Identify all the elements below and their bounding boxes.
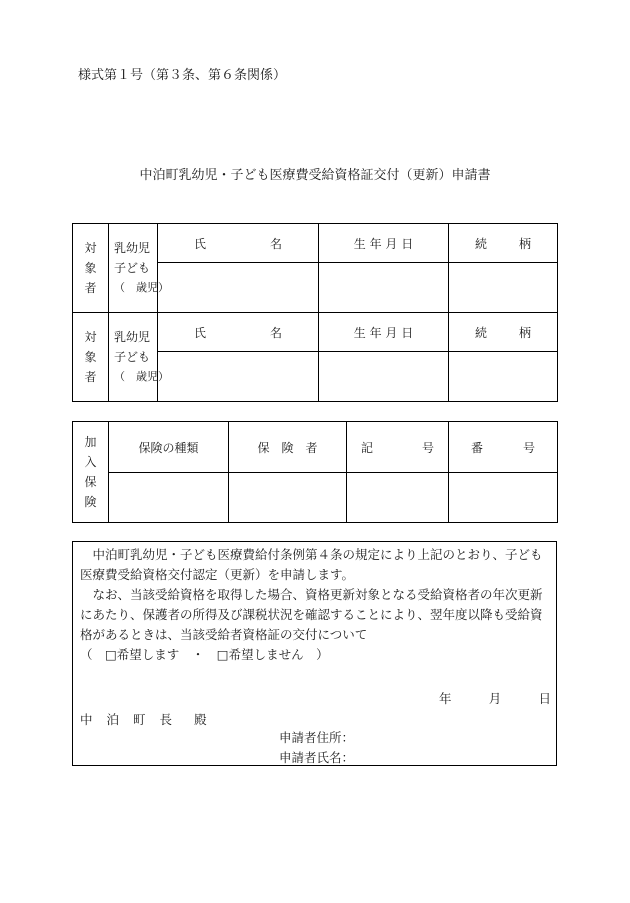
declaration-box xyxy=(72,541,557,766)
birthdate-header: 生 年 月 日 xyxy=(319,224,449,263)
insurance-table xyxy=(72,421,558,523)
number-header: 番 号 xyxy=(449,422,558,473)
declaration-paragraph-1: 中泊町乳幼児・子ども医療費給付条例第４条の規定により上記のとおり、子ども医療費受給資格交付認定（更新）を申請します。 xyxy=(80,547,543,582)
name-header: 氏 名 xyxy=(158,224,319,263)
relation-field[interactable] xyxy=(449,263,558,313)
applicant-address-label: 申請者住所： xyxy=(279,730,355,745)
wish-choice[interactable]: （ □希望します ・ □希望しません ） xyxy=(80,647,329,662)
insurance-label: 加 入 保 険 xyxy=(73,422,109,523)
birthdate-header: 生 年 月 日 xyxy=(319,313,449,352)
relation-header: 続 柄 xyxy=(449,313,558,352)
insurer-header: 保 険 者 xyxy=(229,422,347,473)
subject-label: 対 象 者 xyxy=(73,224,109,313)
name-field[interactable] xyxy=(158,263,319,313)
birthdate-field[interactable] xyxy=(319,263,449,313)
declaration-paragraph-2: なお、当該受給資格を取得した場合、資格更新対象となる受給資格者の年次更新にあたり、保護者の所得及び課税状況を確認することにより、翌年度以降も受給資格があるときは、当該受給者資格証の交付について xyxy=(80,587,543,642)
date-line: 年 月 日 xyxy=(439,691,551,706)
subject-kind: 乳幼児 子ども （ 歳児） xyxy=(109,224,158,313)
subject-label: 対 象 者 xyxy=(73,313,109,402)
relation-field[interactable] xyxy=(449,352,558,402)
applicant-name-label: 申請者氏名： xyxy=(279,750,355,765)
birthdate-field[interactable] xyxy=(319,352,449,402)
name-header: 氏 名 xyxy=(158,313,319,352)
form-title: 中泊町乳幼児・子ども医療費受給資格証交付（更新）申請書 xyxy=(139,168,491,183)
number-field[interactable] xyxy=(449,473,558,523)
relation-header: 続 柄 xyxy=(449,224,558,263)
insurance-type-field[interactable] xyxy=(109,473,229,523)
subject-kind: 乳幼児 子ども （ 歳児） xyxy=(109,313,158,402)
name-field[interactable] xyxy=(158,352,319,402)
symbol-field[interactable] xyxy=(347,473,449,523)
addressee-mayor: 中 泊 町 長 殿 xyxy=(80,712,207,727)
subject-table xyxy=(72,223,558,402)
form-number: 様式第１号（第３条、第６条関係） xyxy=(78,68,287,83)
declaration-text xyxy=(80,545,552,665)
insurer-field[interactable] xyxy=(229,473,347,523)
symbol-header: 記 号 xyxy=(347,422,449,473)
insurance-type-header: 保険の種類 xyxy=(109,422,229,473)
